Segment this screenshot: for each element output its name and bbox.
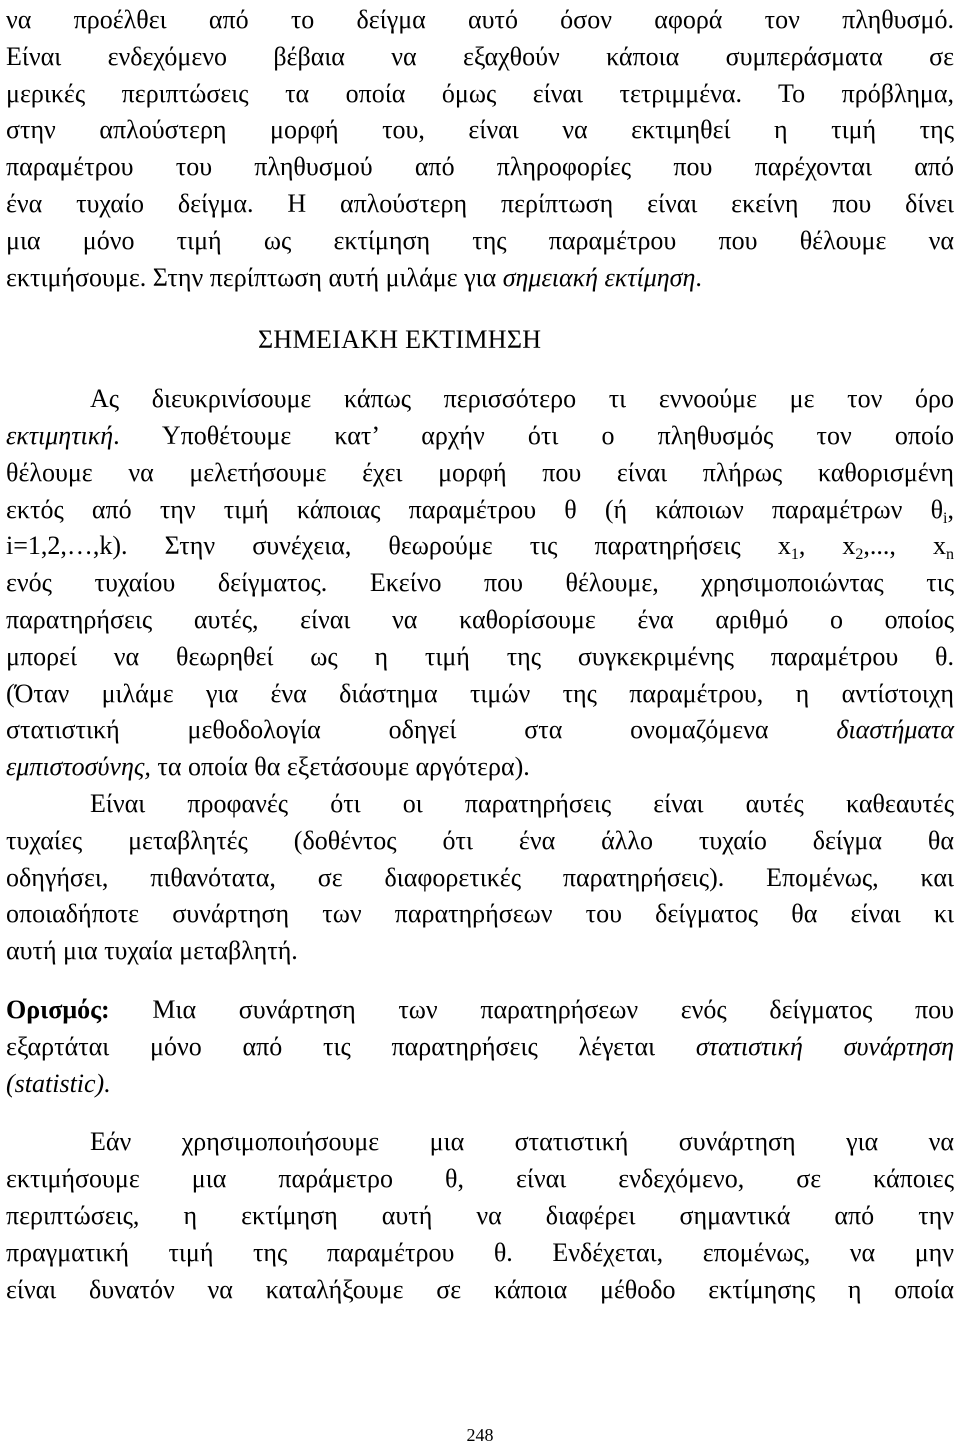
text-line: να προέλθει από το δείγμα αυτό όσον αφορά τον πληθυσμό. xyxy=(6,5,954,34)
term-statistic: στατιστική συνάρτηση xyxy=(695,1031,954,1061)
text-line: μια μόνο τιμή ως εκτίμηση της παραμέτρου που θέλουμε να xyxy=(6,225,954,255)
text-line: στην απλούστερη μορφή του, είναι να εκτιμηθεί η τιμή της xyxy=(6,115,954,145)
paragraph-statistic-use xyxy=(6,1124,954,1308)
text-line: παρατηρήσεις αυτές, είναι να καθορίσουμε ένα αριθμό ο οποίος xyxy=(6,604,954,634)
paragraph-estimation xyxy=(6,381,954,786)
text-line: εκτός από την τιμή κάποιας παραμέτρου θ (ή κάποιων παραμέτρων $\theta_i$, xyxy=(6,494,954,527)
text-line: εκτιμήσουμε. Στην περίπτωση αυτή μιλάμε για σημειακή εκτίμηση. xyxy=(6,262,702,292)
paragraph-intro xyxy=(6,2,954,296)
text-line: αυτή μια τυχαία μεταβλητή. xyxy=(6,936,298,966)
text-line: (Όταν μιλάμε για ένα διάστημα τιμών της παραμέτρου, η αντίστοιχη xyxy=(6,678,954,708)
text-line: οποιαδήποτε συνάρτηση των παρατηρήσεων του δείγματος θα είναι κι xyxy=(6,899,954,929)
text-line: περιπτώσεις, η εκτίμηση αυτή να διαφέρει σημαντικά από την xyxy=(6,1200,954,1230)
text-line: πραγματική τιμή της παραμέτρου θ. Ενδέχεται, επομένως, να μην xyxy=(6,1237,954,1267)
text-line: ενός τυχαίου δείγματος. Εκείνο που θέλουμε, χρησιμοποιώντας τις xyxy=(6,568,954,598)
text-line: i=1,2,…,k). Στην συνέχεια, θεωρούμε τις παρατηρήσεις $x_1$, $x_2$,..., $x_n$ xyxy=(6,531,955,564)
text-line: μπορεί να θεωρηθεί ως η τιμή της συγκεκριμένης παραμέτρου θ. xyxy=(6,641,954,671)
text-line: Είναι προφανές ότι οι παρατηρήσεις είναι αυτές καθεαυτές xyxy=(90,788,954,818)
text-line: παραμέτρου του πληθυσμού από πληροφορίες που παρέχονται από xyxy=(6,152,954,182)
text-line: Ορισμός: Μια συνάρτηση των παρατηρήσεων ενός δείγματος που xyxy=(6,994,954,1024)
text-line: είναι δυνατόν να καταλήξουμε σε κάποια μέθοδο εκτίμησης η οποία xyxy=(6,1274,954,1304)
text-line: εξαρτάται μόνο από τις παρατηρήσεις λέγεται στατιστική συνάρτηση xyxy=(6,1031,954,1061)
definition-block xyxy=(6,992,954,1102)
page-number: 248 xyxy=(466,1425,494,1445)
term-estimation: εκτιμητική xyxy=(6,420,114,450)
text-line: Είναι ενδεχόμενο βέβαια να εξαχθούν κάποια συμπεράσματα σε xyxy=(6,41,954,71)
text-line: Ας διευκρινίσουμε κάπως περισσότερο τι εννοούμε με τον όρο xyxy=(90,384,954,414)
text-line: (statistic). xyxy=(6,1068,111,1098)
text-line: μερικές περιπτώσεις τα οποία όμως είναι τετριμμένα. Το πρόβλημα, xyxy=(6,78,954,108)
section-heading: ΣΗΜΕΙΑΚΗ ΕΚΤΙΜΗΣΗ xyxy=(258,325,542,355)
term-confidence-intervals: διαστήματα xyxy=(836,715,954,745)
paragraph-random-variables xyxy=(6,786,954,970)
definition-label: Ορισμός: xyxy=(6,994,110,1024)
text-line: εκτιμητική. Υποθέτουμε κατ’ αρχήν ότι ο πληθυσμός τον οποίο xyxy=(6,420,954,450)
text-line: θέλουμε να μελετήσουμε έχει μορφή που είναι πλήρως καθορισμένη xyxy=(6,457,954,487)
term-point-estimation: σημειακή εκτίμηση xyxy=(502,262,696,292)
text-line: οδηγήσει, πιθανότατα, σε διαφορετικές παρατηρήσεις). Επομένως, και xyxy=(6,862,954,892)
text-line: ένα τυχαίο δείγμα. Η απλούστερη περίπτωση είναι εκείνη που δίνει xyxy=(6,188,954,218)
text-line: Εάν χρησιμοποιήσουμε μια στατιστική συνάρτηση για να xyxy=(90,1127,954,1157)
text-line: τυχαίες μεταβλητές (δοθέντος ότι ένα άλλο τυχαίο δείγμα θα xyxy=(6,825,954,855)
text-line: στατιστική μεθοδολογία οδηγεί στα ονομαζόμενα διαστήματα xyxy=(6,715,954,745)
text-line: εμπιστοσύνης, τα οποία θα εξετάσουμε αργότερα). xyxy=(6,752,530,782)
document-page xyxy=(6,2,954,1308)
text-line: εκτιμήσουμε μια παράμετρο θ, είναι ενδεχόμενο, σε κάποιες xyxy=(6,1164,954,1194)
